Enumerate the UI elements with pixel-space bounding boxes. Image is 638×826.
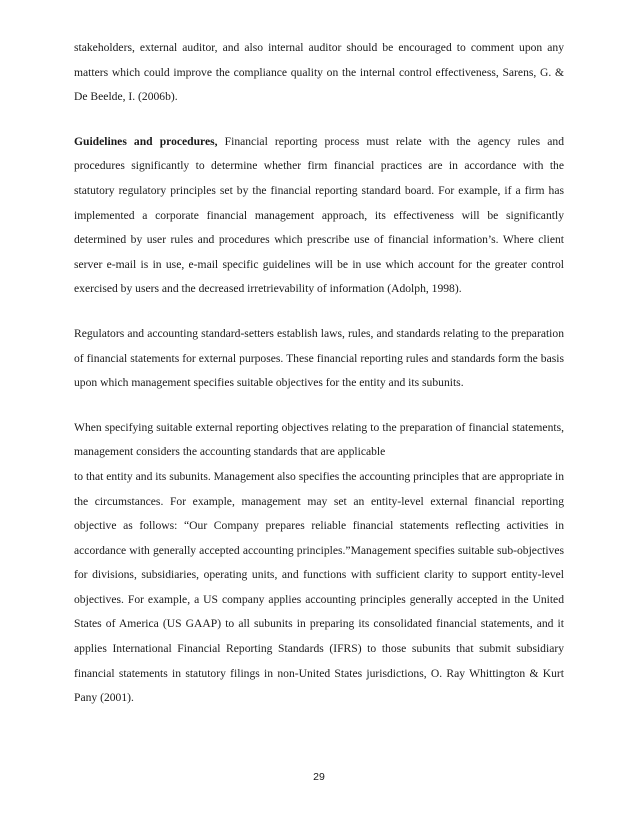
paragraph-2-heading: Guidelines and procedures,: [74, 134, 218, 148]
page-number: 29: [313, 771, 325, 783]
paragraph-1: [74, 36, 564, 110]
paragraph-1-text: stakeholders, external auditor, and also internal auditor should be encouraged to comment upon any matters which could improve the compliance quality on the internal control effectiveness, Sarens, G. & De Beelde, I. (2006b).: [74, 41, 564, 104]
paragraph-3: [74, 322, 564, 396]
body-text: [74, 36, 564, 711]
paragraph-4-text-b: to that entity and its subunits. Management also specifies the accounting principles that are appropriate in the circumstances. For example, management may set an entity-level external financial reporting objective as follows: “Our Company prepares reliable financial statements reflecting activities in accordance with generally accepted accounting principles.”Management specifies suitable sub-objectives for divisions, subsidiaries, operating units, and functions with sufficient clarity to support entity-level objectives. For example, a US company applies accounting principles generally accepted in the United States of America (US GAAP) to all subunits in preparing its consolidated financial statements, and it applies International Financial Reporting Standards (IFRS) to those subunits that submit subsidiary financial statements in statutory filings in non-United States jurisdictions, O. Ray Whittington & Kurt Pany (2001).: [74, 469, 564, 705]
paragraph-4: [74, 416, 564, 711]
paragraph-4-text-a: When specifying suitable external reporting objectives relating to the preparation of financial statements, management considers the accounting standards that are applicable: [74, 420, 564, 459]
paragraph-2-text: Financial reporting process must relate with the agency rules and procedures significantly to determine whether firm financial practices are in accordance with the statutory regulatory principles set by the financial reporting standard board. For example, if a firm has implemented a corporate financial management approach, its effectiveness will be significantly determined by user rules and procedures which prescribe use of financial information’s. Where client server e-mail is in use, e-mail specific guidelines will be in use which account for the greater control exercised by users and the decreased irretrievability of information (Adolph, 1998).: [74, 134, 564, 296]
paragraph-3-text: Regulators and accounting standard-setters establish laws, rules, and standards relating to the preparation of financial statements for external purposes. These financial reporting rules and standards form the basis upon which management specifies suitable objectives for the entity and its subunits.: [74, 326, 564, 390]
paragraph-2: [74, 130, 564, 302]
